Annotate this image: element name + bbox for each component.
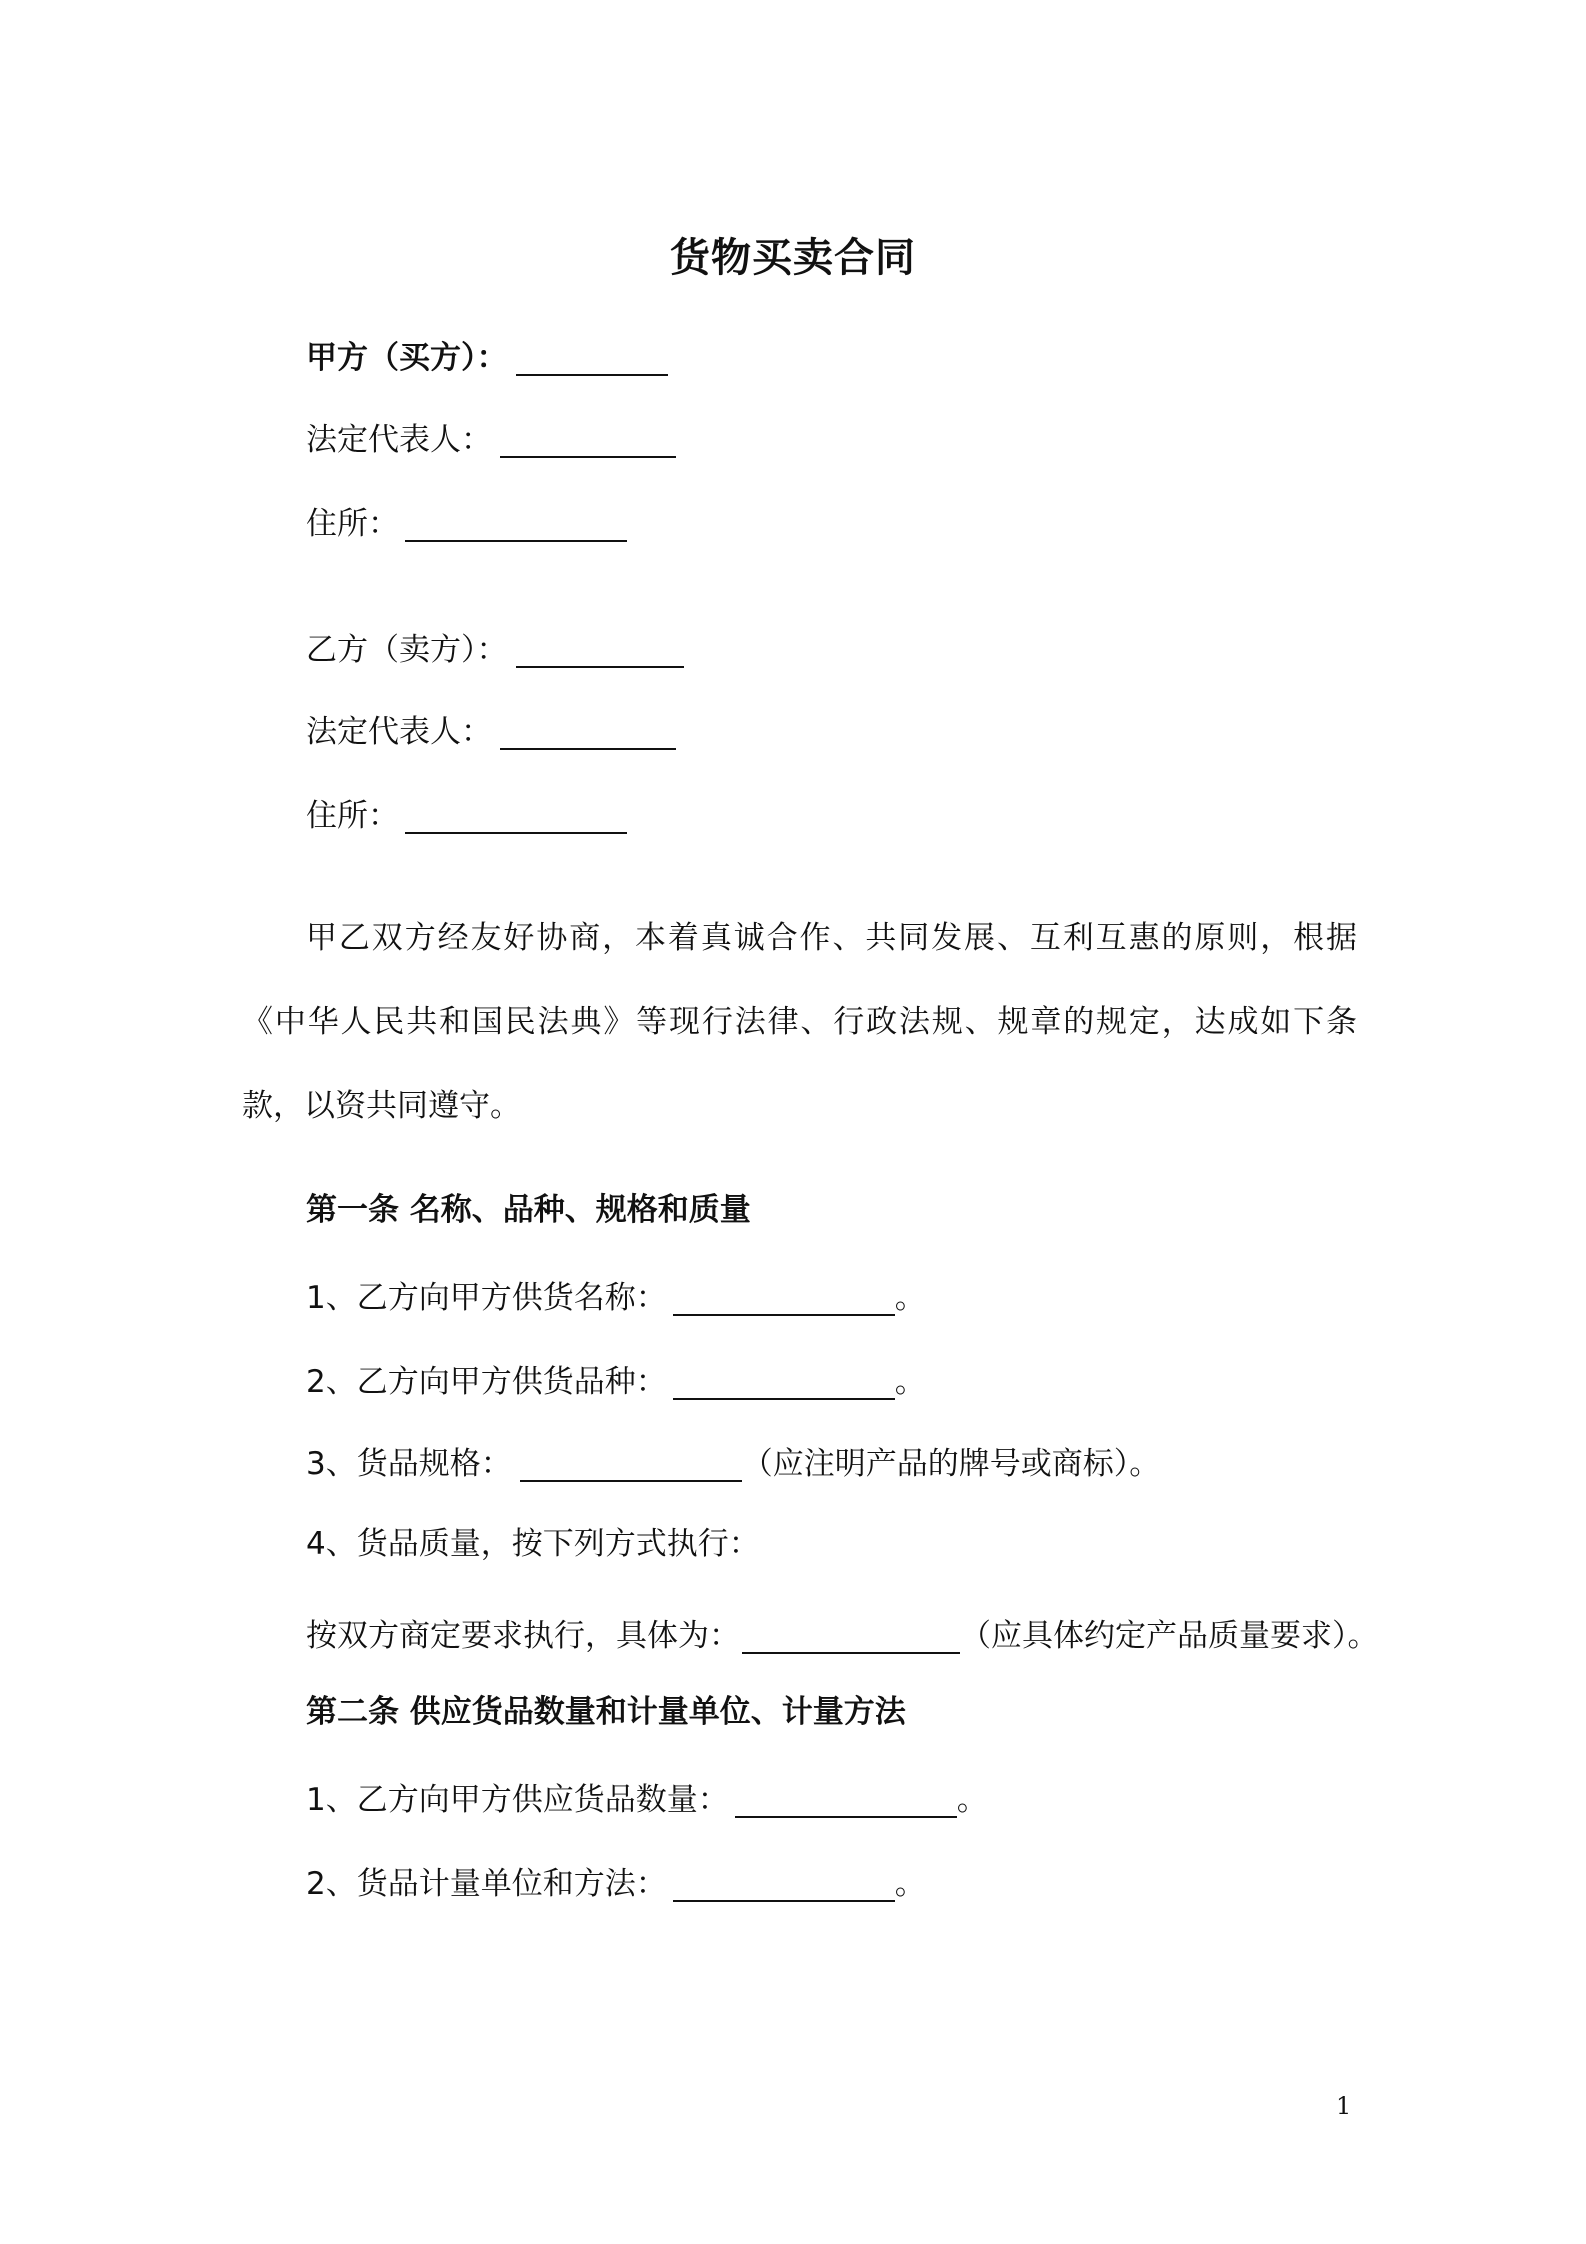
article-1-item-4: 4、货品质量，按下列方式执行： xyxy=(306,1526,760,1562)
contract-title: 货物买卖合同 xyxy=(670,235,916,281)
art2-item-1-blank[interactable] xyxy=(735,1784,957,1818)
page-number: 1 xyxy=(1336,2092,1352,2120)
party-a-line xyxy=(306,336,668,380)
item-1-period: 。 xyxy=(894,1280,926,1316)
article-2-heading: 第二条 供应货品数量和计量单位、计量方法 xyxy=(306,1694,906,1730)
art2-item-1-period: 。 xyxy=(956,1782,988,1818)
party-a-addr-label: 住所： xyxy=(306,506,399,542)
article-2-item-2 xyxy=(306,1862,926,1906)
intro-paragraph: 甲乙双方经友好协商，本着真诚合作、共同发展、互利互惠的原则，根据《中华人民共和国民法典》等现行法律、行政法规、规章的规定，达成如下条款，以资共同遵守。 xyxy=(242,920,1357,1124)
party-a-rep-blank[interactable] xyxy=(500,424,676,458)
article-1-item-2 xyxy=(306,1360,926,1404)
party-b-addr-blank[interactable] xyxy=(405,800,627,834)
party-a-blank[interactable] xyxy=(516,342,668,376)
party-b-line xyxy=(306,628,684,672)
party-a-addr-blank[interactable] xyxy=(405,508,627,542)
party-b-blank[interactable] xyxy=(516,634,684,668)
article-2-item-1 xyxy=(306,1778,988,1822)
item-3-label: 3、货品规格： xyxy=(306,1446,512,1482)
party-a-label: 甲方（买方）： xyxy=(306,340,508,376)
party-a-rep-line xyxy=(306,418,676,462)
party-b-addr-label: 住所： xyxy=(306,798,399,834)
art2-item-2-period: 。 xyxy=(894,1866,926,1902)
item-3-note: （应注明产品的牌号或商标）。 xyxy=(741,1446,1161,1482)
art2-item-2-blank[interactable] xyxy=(673,1868,895,1902)
party-b-addr-line xyxy=(306,794,627,838)
item-1-label: 1、乙方向甲方供货名称： xyxy=(306,1280,667,1316)
party-b-rep-line xyxy=(306,710,676,754)
art2-item-2-label: 2、货品计量单位和方法： xyxy=(306,1866,667,1902)
article-1-item-1 xyxy=(306,1276,926,1320)
item-3-blank[interactable] xyxy=(520,1448,742,1482)
item-2-blank[interactable] xyxy=(673,1366,895,1400)
item-4-blank[interactable] xyxy=(742,1620,960,1654)
party-b-label: 乙方（卖方）： xyxy=(306,632,508,668)
article-1-item-3 xyxy=(306,1442,1160,1486)
party-b-rep-blank[interactable] xyxy=(500,716,676,750)
party-a-rep-label: 法定代表人： xyxy=(306,422,492,458)
party-b-rep-label: 法定代表人： xyxy=(306,714,492,750)
item-4-detail-label: 按双方商定要求执行，具体为： xyxy=(306,1618,740,1654)
item-4-note: （应具体约定产品质量要求）。 xyxy=(960,1618,1379,1654)
article-1-heading: 第一条 名称、品种、规格和质量 xyxy=(306,1192,751,1228)
art2-item-1-label: 1、乙方向甲方供应货品数量： xyxy=(306,1782,729,1818)
item-2-label: 2、乙方向甲方供货品种： xyxy=(306,1364,667,1400)
party-a-addr-line xyxy=(306,502,627,546)
item-1-blank[interactable] xyxy=(673,1282,895,1316)
item-2-period: 。 xyxy=(894,1364,926,1400)
article-1-item-4-detail xyxy=(306,1614,1379,1658)
